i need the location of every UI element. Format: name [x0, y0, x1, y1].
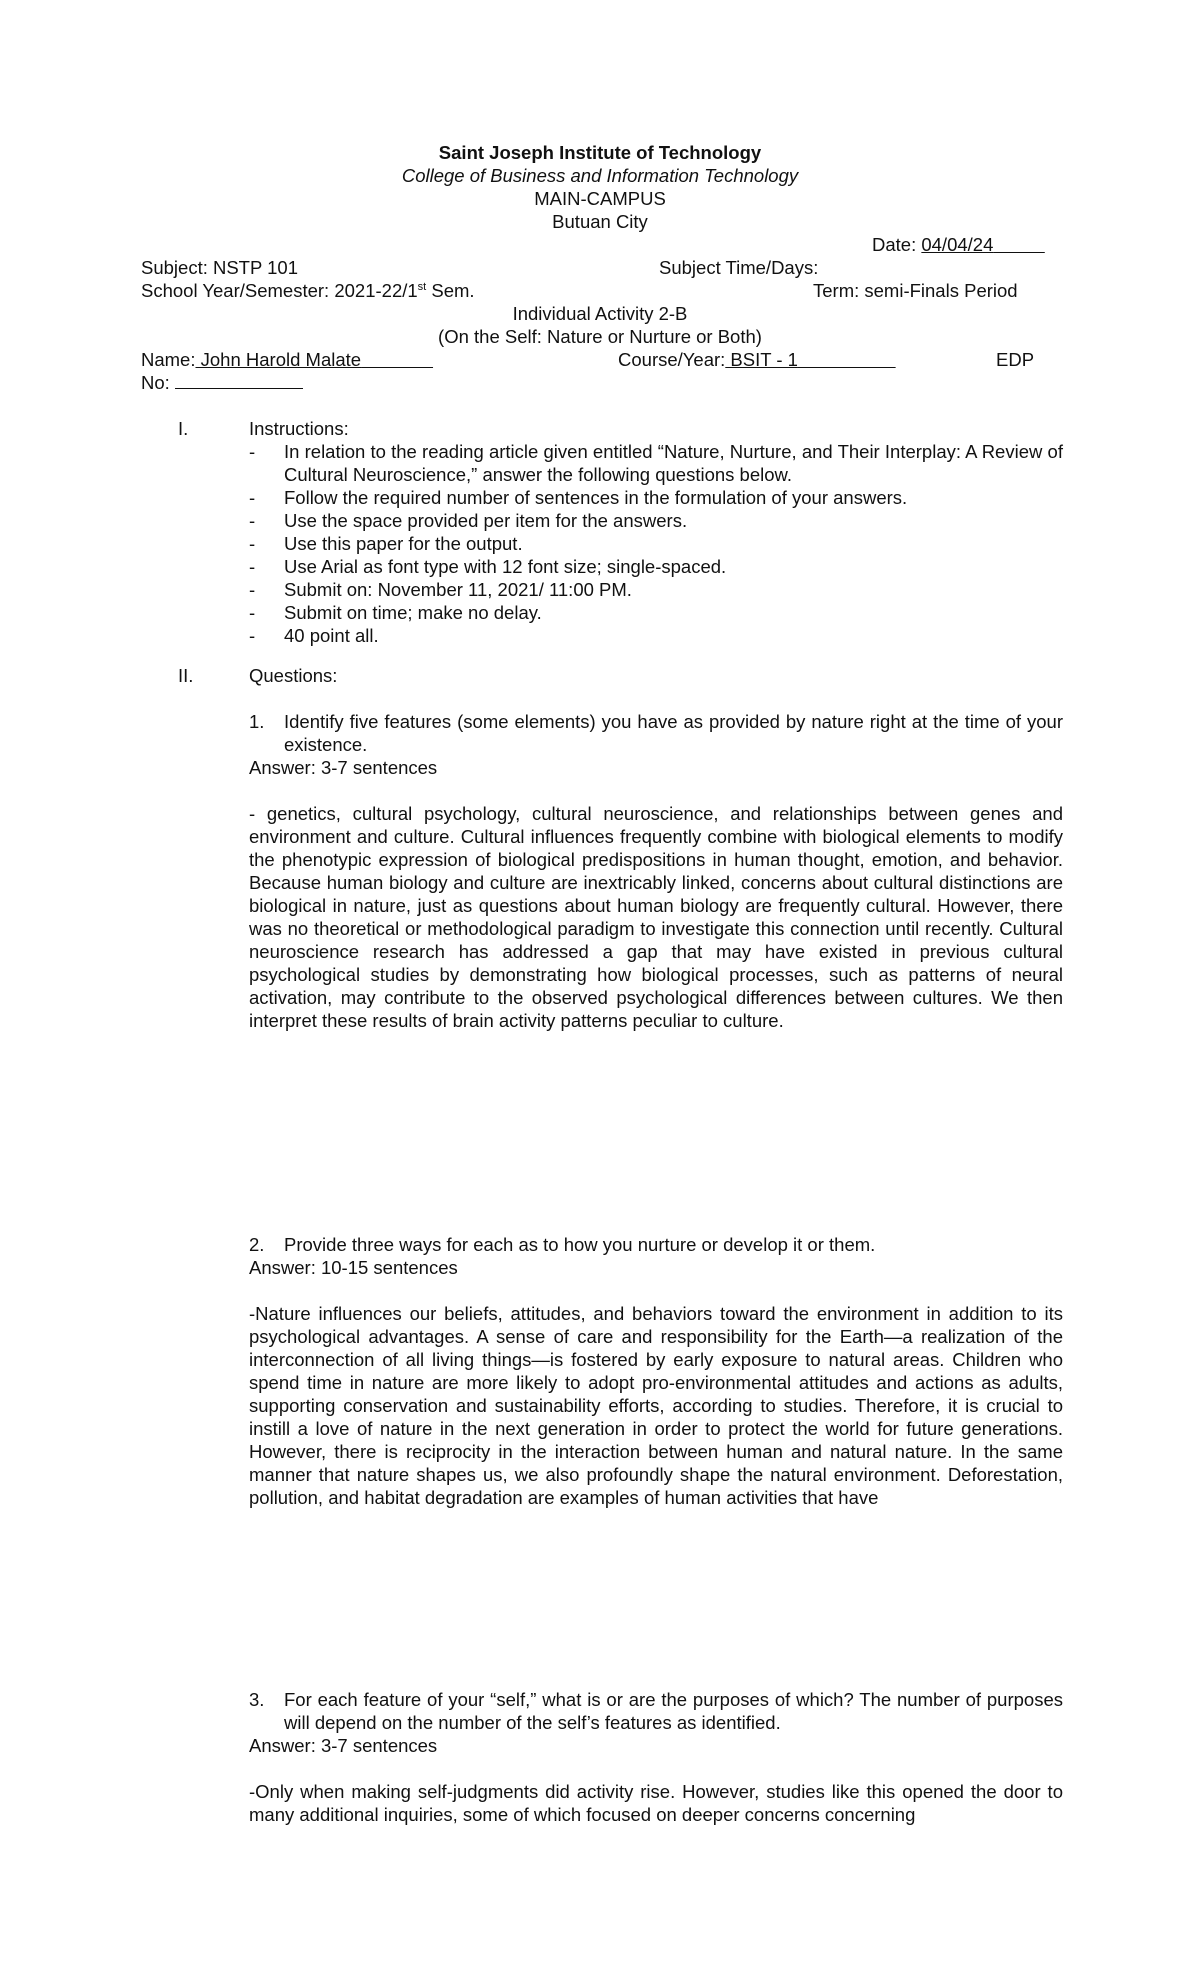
answer-3-label: Answer: 3-7 sentences [249, 1735, 438, 1756]
instruction-item: - In relation to the reading article given entitled “Nature, Nurture, and Their Interplay: A Review of Cultural Neuroscience,” answer the following questions below. [249, 440, 1063, 486]
date-value: 04/04/24 [921, 234, 994, 255]
section-1-title: Instructions: [249, 418, 349, 439]
edp-no-blank [175, 371, 303, 389]
campus-name: MAIN-CAMPUS [534, 188, 666, 209]
section-1-numeral: I. [178, 418, 189, 439]
question-2: 2. Provide three ways for each as to how you nurture or develop it or them. [249, 1234, 876, 1255]
answer-2-label: Answer: 10-15 sentences [249, 1257, 458, 1278]
answer-1-text: - genetics, cultural psychology, cultural neuroscience, and relationships between genes and environment and culture. Cultural influences frequently combine with biological elements to modify the phenotypic expression of biological predispositions in human thought, emotion, and behavior. Because human biology and culture are inextricably linked, concerns about cultural distinctions are biological in nature, just as questions about human biology are frequently cultural. However, there was no theoretical or methodological paradigm to investigate this connection until recently. Cultural neuroscience research has addressed a gap that may have existed in previous cultural psychological studies by demonstrating how biological processes, such as patterns of neural activation, may contribute to the observed psychological differences between cultures. We then interpret these results of brain activity patterns peculiar to culture. [249, 803, 1063, 1031]
date-field [872, 233, 1045, 256]
instruction-item: - Use this paper for the output. [249, 532, 1063, 555]
section-2-title: Questions: [249, 665, 338, 686]
answer-2-text: -Nature influences our beliefs, attitudes, and behaviors toward the environment in addition to its psychological advantages. A sense of care and responsibility for the Earth—a realization of the interconnection of all living things—is fostered by early exposure to natural areas. Children who spend time in nature are more likely to adopt pro-environmental attitudes and actions as adults, supporting conservation and sustainability efforts, according to studies. Therefore, it is crucial to instill a love of nature in the next generation in order to protect the world for future generations. However, there is reciprocity in the interaction between human and natural nature. In the same manner that nature shapes us, we also profoundly shape the natural environment. Deforestation, pollution, and habitat degradation are examples of human activities that have [249, 1303, 1063, 1508]
school-year: School Year/Semester: 2021-22/1st Sem. [141, 280, 475, 301]
institution-name: Saint Joseph Institute of Technology [438, 142, 762, 163]
activity-subtitle: (On the Self: Nature or Nurture or Both) [438, 326, 762, 347]
edp-no-field: No: [141, 371, 303, 394]
instructions-list [249, 440, 1063, 647]
instruction-item: - Submit on time; make no delay. [249, 601, 1063, 624]
course-year-field: Course/Year: BSIT - 1 [618, 348, 896, 371]
term-label: Term: semi-Finals Period [813, 280, 1018, 301]
instruction-item: - Use the space provided per item for the answers. [249, 509, 1063, 532]
instruction-item: - Use Arial as font type with 12 font size; single-spaced. [249, 555, 1063, 578]
student-name-value: John Harold Malate [195, 349, 362, 370]
instruction-item: - Follow the required number of sentences in the formulation of your answers. [249, 486, 1063, 509]
city-name: Butuan City [552, 211, 648, 232]
activity-title: Individual Activity 2-B [512, 303, 688, 324]
instruction-item: - Submit on: November 11, 2021/ 11:00 PM. [249, 578, 1063, 601]
edp-label: EDP [996, 349, 1035, 370]
subject-time-days: Subject Time/Days: [659, 257, 819, 278]
answer-1-label: Answer: 3-7 sentences [249, 757, 438, 778]
student-name-field: Name: John Harold Malate [141, 348, 433, 371]
question-3: 3. For each feature of your “self,” what is or are the purposes of which? The number of purposes will depend on the number of the self’s features as identified. [249, 1689, 1063, 1733]
date-label: Date: [872, 234, 922, 255]
section-2-numeral: II. [178, 665, 194, 686]
college-name: College of Business and Information Technology [401, 165, 799, 186]
subject-label: Subject: NSTP 101 [141, 257, 298, 278]
course-year-value: BSIT - 1 [725, 349, 798, 370]
answer-3-text: -Only when making self-judgments did activity rise. However, studies like this opened the door to many additional inquiries, some of which focused on deeper concerns concerning [249, 1781, 1063, 1825]
instruction-item: - 40 point all. [249, 624, 1063, 647]
question-1: 1. Identify five features (some elements) you have as provided by nature right at the time of your existence. [249, 711, 1063, 755]
